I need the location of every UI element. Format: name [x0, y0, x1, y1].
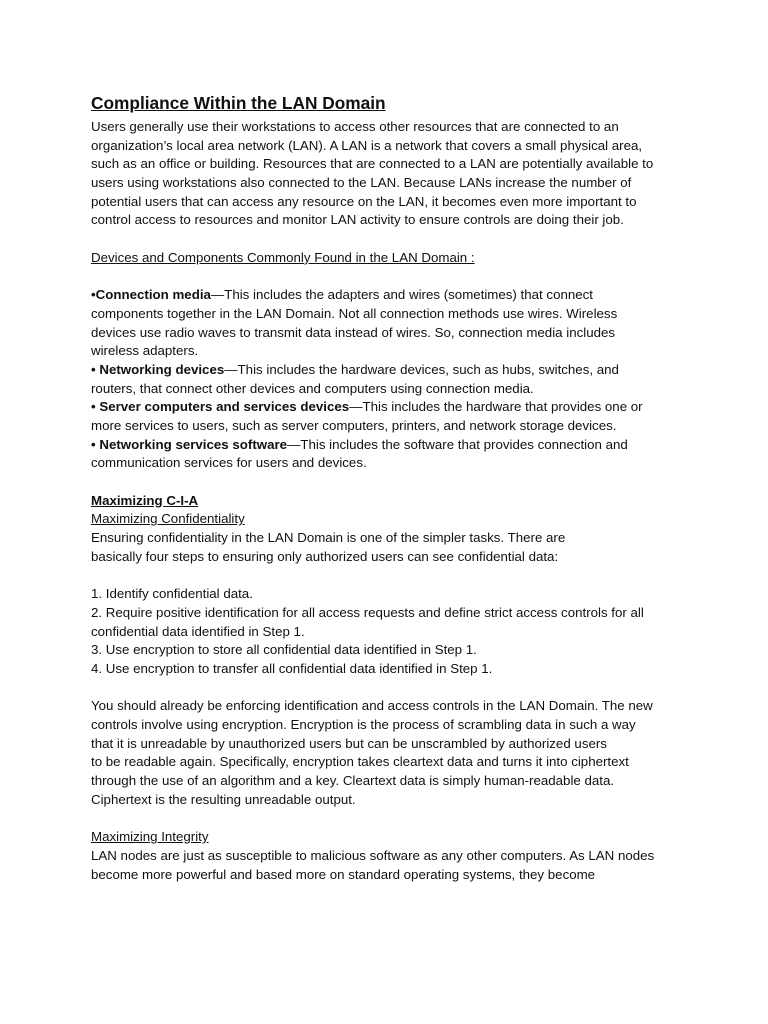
- intro-paragraph: [91, 118, 691, 230]
- text-line: Ensuring confidentiality in the LAN Domain is one of the simpler tasks. There are: [91, 530, 566, 546]
- text-line: such as an office or building. Resources that are connected to a LAN are potentially available to: [91, 156, 654, 172]
- text-line: basically four steps to ensuring only authorized users can see confidential data:: [91, 548, 559, 564]
- bullet-networking-devices: [91, 361, 691, 398]
- bullet-text: —This includes the adapters and wires (sometimes) that connect: [210, 287, 593, 303]
- document-body: [91, 118, 691, 884]
- text-line: devices use radio waves to transmit data instead of wires. So, connection media includes: [91, 324, 616, 340]
- text-line: potential users that can access any resource on the LAN, it becomes even more important to: [91, 193, 637, 209]
- text-line: become more powerful and based more on standard operating systems, they become: [91, 866, 596, 882]
- text-line: wireless adapters.: [91, 343, 199, 359]
- text-line: that it is unreadable by unauthorized users but can be unscrambled by authorized users: [91, 735, 607, 751]
- text-line: You should already be enforcing identification and access controls in the LAN Domain. The new: [91, 698, 653, 714]
- list-item: 4. Use encryption to transfer all confidential data identified in Step 1.: [91, 660, 493, 676]
- text-line: Users generally use their workstations to access other resources that are connected to an: [91, 119, 619, 134]
- confidentiality-heading: Maximizing Confidentiality: [91, 511, 245, 527]
- devices-heading: Devices and Components Commonly Found in the LAN Domain :: [91, 249, 475, 265]
- bullet-connection-media: [91, 286, 691, 361]
- text-line: organization’s local area network (LAN). A LAN is a network that covers a small physical area,: [91, 137, 643, 153]
- bullet-term: • Networking devices: [91, 361, 225, 377]
- confidentiality-steps-list: [91, 585, 691, 678]
- bullet-server-computers: [91, 398, 691, 435]
- bullet-text: —This includes the hardware that provides one or: [349, 399, 643, 415]
- text-line: LAN nodes are just as susceptible to malicious software as any other computers. As LAN nodes: [91, 847, 655, 863]
- text-line: routers, that connect other devices and computers using connection media.: [91, 380, 534, 396]
- integrity-heading: Maximizing Integrity: [91, 829, 209, 845]
- bullet-text: —This includes the software that provides connection and: [287, 436, 628, 452]
- text-line: communication services for users and devices.: [91, 455, 367, 471]
- text-line: through the use of an algorithm and a key. Cleartext data is simply human-readable data.: [91, 773, 615, 789]
- text-line: components together in the LAN Domain. Not all connection methods use wires. Wireless: [91, 305, 618, 321]
- bullet-term: •Connection media: [91, 287, 211, 303]
- text-line: control access to resources and monitor LAN activity to ensure controls are doing their job.: [91, 212, 624, 228]
- list-item: 1. Identify confidential data.: [91, 586, 253, 602]
- bullet-text: —This includes the hardware devices, such as hubs, switches, and: [224, 361, 619, 377]
- encryption-paragraph: [91, 697, 691, 809]
- list-item: 2. Require positive identification for all access requests and define strict access controls for all: [91, 604, 644, 620]
- bullet-networking-software: [91, 436, 691, 473]
- cia-heading: Maximizing C-I-A: [91, 492, 199, 508]
- list-item: 3. Use encryption to store all confidential data identified in Step 1.: [91, 642, 477, 658]
- text-line: users using workstations also connected to the LAN. Because LANs increase the number of: [91, 175, 632, 191]
- bullet-term: • Server computers and services devices: [91, 399, 350, 415]
- bullet-term: • Networking services software: [91, 436, 288, 452]
- text-line: more services to users, such as server computers, printers, and network storage devices.: [91, 418, 617, 433]
- page-title: Compliance Within the LAN Domain: [91, 93, 386, 113]
- text-line: to be readable again. Specifically, encryption takes cleartext data and turns it into ciphertext: [91, 754, 629, 770]
- text-line: Ciphertext is the resulting unreadable output.: [91, 791, 356, 807]
- text-line: controls involve using encryption. Encryption is the process of scrambling data in such a way: [91, 717, 636, 732]
- list-item: confidential data identified in Step 1.: [91, 623, 305, 639]
